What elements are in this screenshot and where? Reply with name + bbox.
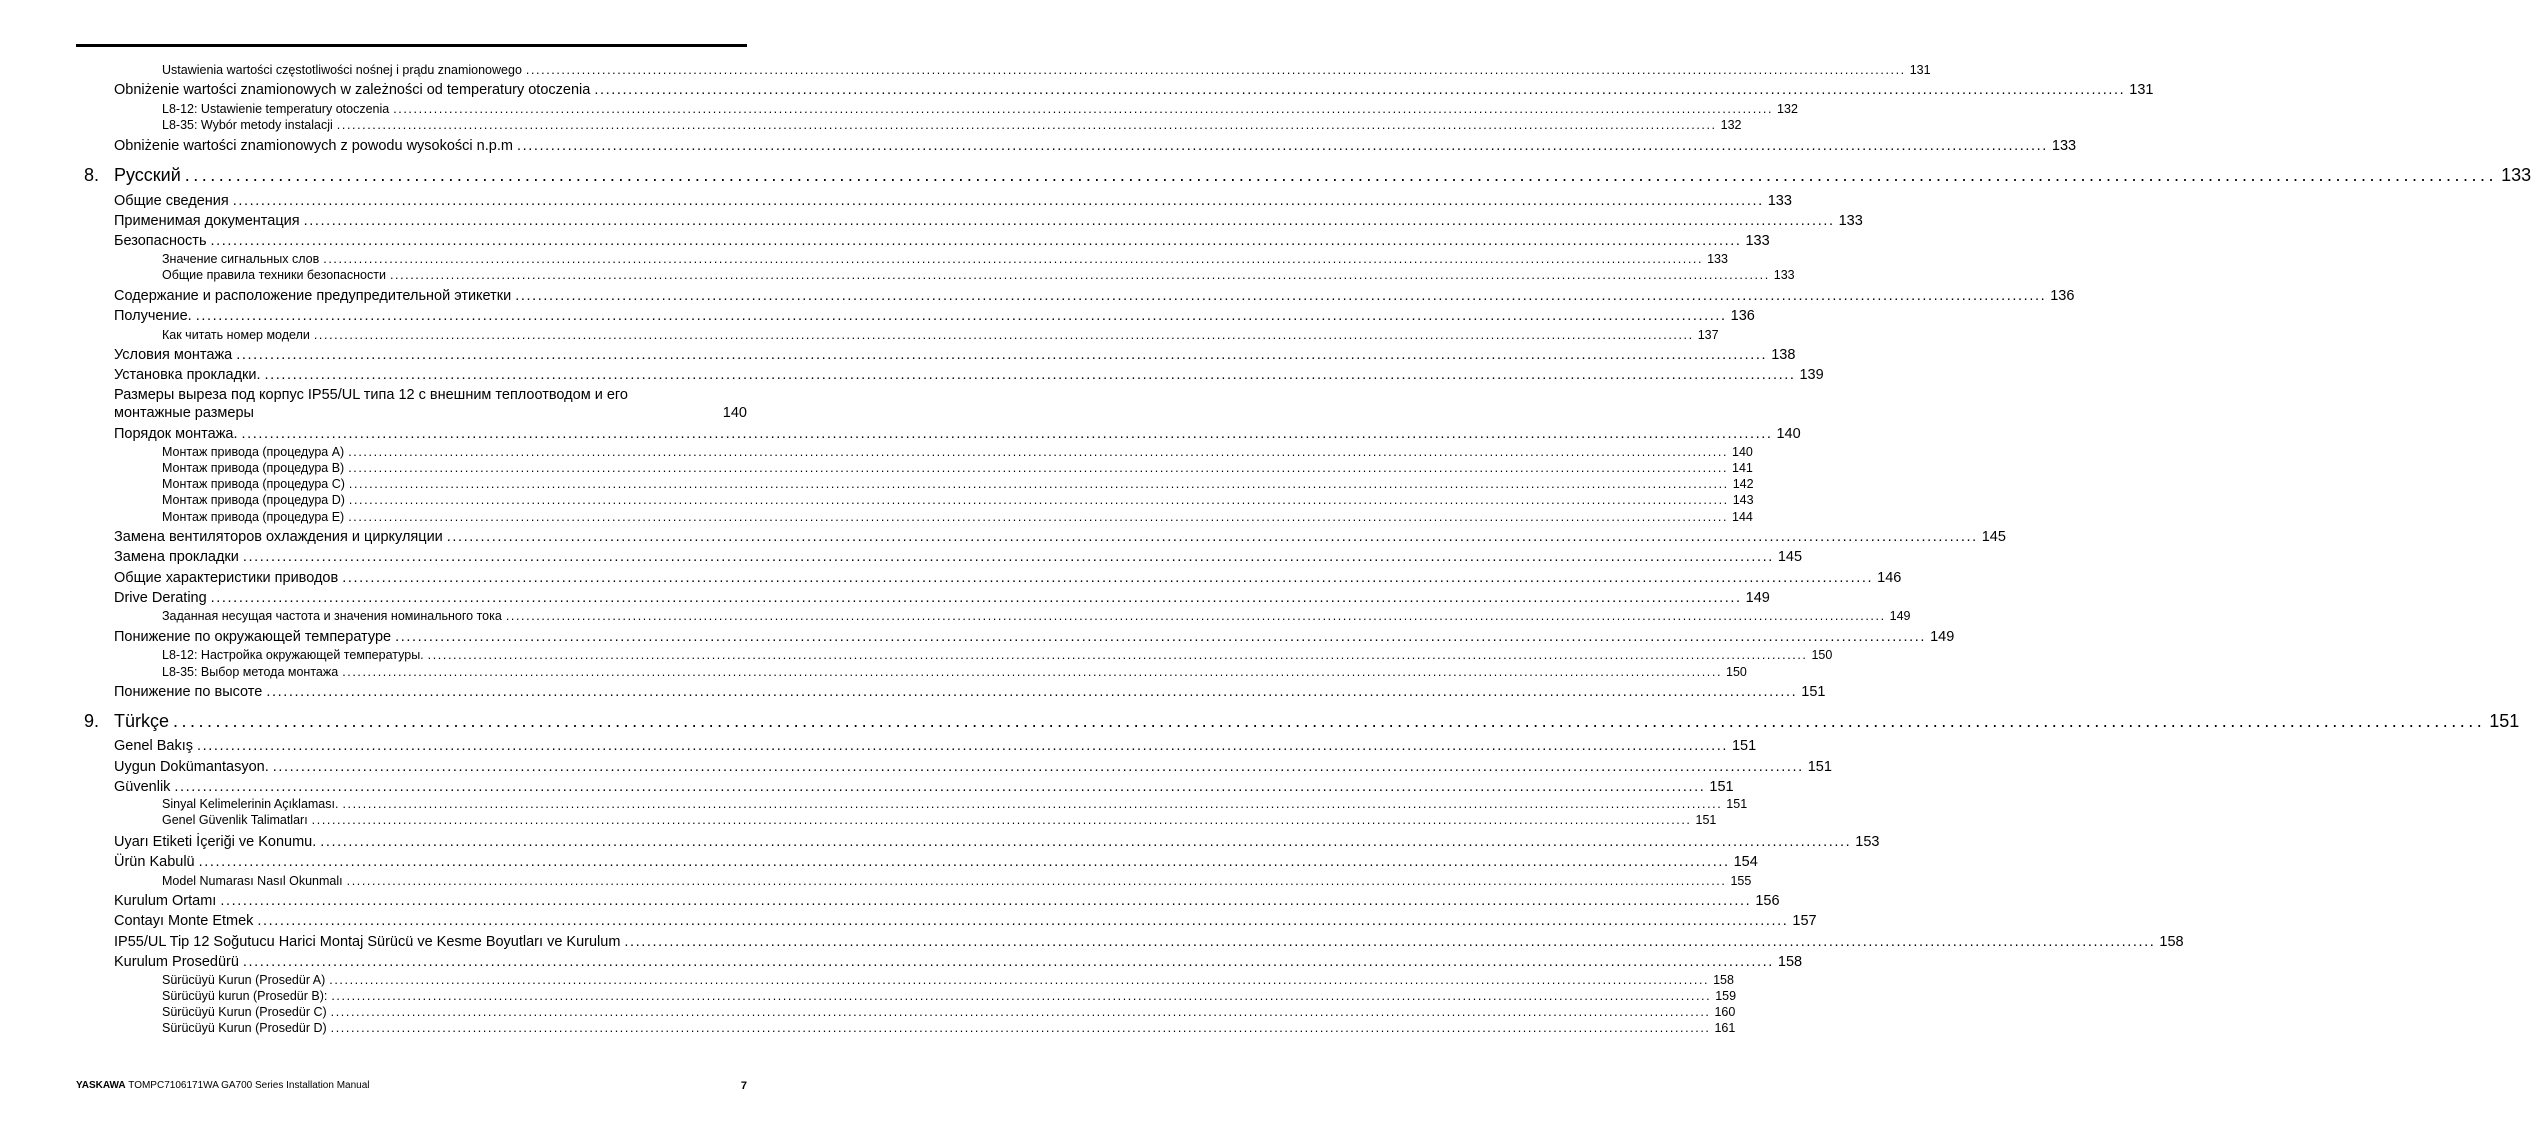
toc-entry-title: Монтаж привода (процедура B) (162, 461, 345, 475)
toc-entry[interactable] (162, 118, 1742, 133)
toc-entry-page: 145 (1981, 529, 2006, 545)
toc-entry-title: Drive Derating (114, 590, 207, 606)
dot-leader (594, 81, 2125, 99)
page-number: 7 (740, 1080, 747, 1092)
toc-entry-page: 160 (1714, 1005, 1736, 1019)
toc-entry-title: Условия монтажа (114, 347, 233, 363)
toc-entry[interactable] (114, 683, 1826, 701)
dot-leader (393, 102, 1773, 117)
dot-leader (515, 287, 2046, 305)
toc-entry[interactable] (114, 232, 1770, 250)
dot-leader (428, 648, 1808, 663)
toc-entry-title: Sürücüyü Kurun (Prosedür A) (162, 973, 326, 987)
dot-leader (312, 813, 1692, 828)
toc-entry-page: 133 (2051, 138, 2077, 154)
dot-leader (331, 1021, 1711, 1036)
toc-entry-page: 154 (1733, 854, 1758, 870)
toc-entry[interactable] (162, 461, 1753, 476)
toc-entry-page: 161 (1714, 1021, 1736, 1035)
toc-entry-page: 140 (722, 405, 747, 421)
toc-entry[interactable] (114, 548, 1803, 566)
toc-entry[interactable] (162, 477, 1754, 492)
dot-leader (348, 445, 1728, 460)
toc-entry[interactable] (114, 569, 1902, 587)
toc-entry-title: Obniżenie wartości znamionowych w zależności od temperatury otoczenia (114, 82, 591, 98)
toc-entry-title: Sürücüyü Kurun (Prosedür C) (162, 1005, 327, 1019)
toc-entry-page: 132 (1720, 118, 1742, 132)
toc-entry[interactable] (114, 933, 2184, 951)
toc-entry-page: 150 (1811, 648, 1833, 662)
toc-entry-title: Монтаж привода (процедура E) (162, 510, 345, 524)
dot-leader (243, 953, 1774, 971)
toc-entry-title: Общие характеристики приводов (114, 570, 339, 586)
dot-leader (174, 778, 1705, 796)
toc-entry[interactable] (114, 912, 1817, 930)
toc-entry-title: Содержание и расположение предупредительной этикетки (114, 288, 512, 304)
toc-entry[interactable] (162, 989, 1737, 1004)
toc-entry-page: 133 (1745, 233, 1770, 249)
dot-leader (211, 232, 1742, 250)
toc-entry-title-line2: монтажные размеры (114, 405, 254, 421)
dot-leader (236, 346, 1767, 364)
toc-entry[interactable] (114, 833, 1880, 851)
toc-entry[interactable] (114, 953, 1803, 971)
toc-entry[interactable] (114, 307, 1755, 325)
toc-entry-title: Общие правила техники безопасности (162, 268, 386, 282)
toc-entry-title: Замена прокладки (114, 549, 239, 565)
toc-entry-page: 158 (1713, 973, 1734, 987)
toc-entry-title: Genel Güvenlik Talimatları (162, 813, 308, 827)
toc-entry-page: 151 (1731, 738, 1757, 754)
toc-entry-title: Güvenlik (114, 779, 171, 795)
chapter-number: 9. (84, 711, 100, 731)
toc-entry-page: 141 (1732, 461, 1753, 475)
toc-entry-page: 153 (1855, 834, 1880, 850)
toc-entry[interactable] (162, 665, 1747, 680)
dot-leader (266, 683, 1797, 701)
toc-entry-title: IP55/UL Tip 12 Soğutucu Harici Montaj Sürücü ve Kesme Boyutları ve Kurulum (114, 934, 621, 950)
footer-brand: YASKAWA (76, 1080, 126, 1091)
dot-leader (199, 853, 1730, 871)
dot-leader (233, 192, 1764, 210)
dot-leader (257, 912, 1788, 930)
toc-entry[interactable] (114, 758, 1832, 776)
footer-doc-title: TOMPC7106171WA GA700 Series Installation Manual (128, 1080, 370, 1091)
toc-entry[interactable] (162, 797, 1748, 812)
toc-entry-title: L8-35: Выбор метода монтажа (162, 665, 339, 679)
toc-entry-title: Kurulum Ortamı (114, 893, 217, 909)
toc-entry-page: 158 (1777, 954, 1803, 970)
chapter-number: 8. (84, 165, 100, 185)
toc-entry-title: L8-12: Ustawienie temperatury otoczenia (162, 102, 390, 116)
toc-entry-page: 145 (1777, 549, 1803, 565)
toc-entry-page: 136 (2050, 288, 2075, 304)
toc-entry-title: Contayı Monte Etmek (114, 913, 254, 929)
toc-entry[interactable] (114, 212, 1863, 230)
dot-leader (242, 425, 1773, 443)
toc-entry-page: 151 (1695, 813, 1717, 827)
dot-leader (395, 628, 1926, 646)
toc-entry[interactable] (114, 287, 2075, 305)
dot-leader (349, 493, 1729, 508)
toc-entry-title: Ustawienia wartości częstotliwości nośnej i prądu znamionowego (162, 63, 522, 77)
dot-leader (211, 589, 1742, 607)
chapter-title: Türkçe (114, 711, 170, 731)
toc-entry-title: Замена вентиляторов охлаждения и циркуляции (114, 529, 443, 545)
toc-entry-title: Применимая документация (114, 213, 300, 229)
toc-entry-title: Общие сведения (114, 193, 229, 209)
toc-entry[interactable] (162, 648, 1833, 663)
toc-entry-title: Как читать номер модели (162, 328, 310, 342)
toc-entry-title: Model Numarası Nasıl Okunmalı (162, 874, 343, 888)
dot-leader (329, 973, 1709, 988)
dot-leader (273, 758, 1804, 776)
toc-entry[interactable] (162, 973, 1734, 988)
toc-entry[interactable] (162, 102, 1798, 117)
toc-entry-page: 133 (1838, 213, 1863, 229)
toc-entry-page: 133 (1707, 252, 1728, 266)
chapter-page: 151 (2489, 711, 2520, 731)
dot-leader (348, 510, 1728, 525)
dot-leader (173, 710, 2485, 732)
chapter-title: Русский (114, 165, 181, 185)
toc-entry-page: 155 (1730, 874, 1752, 888)
toc-entry-title: Понижение по окружающей температуре (114, 629, 392, 645)
toc-entry[interactable] (162, 252, 1728, 267)
toc-entry[interactable] (114, 853, 1758, 871)
toc-chapter-turkish[interactable] (84, 710, 2520, 732)
dot-leader (506, 609, 1886, 624)
toc-entry[interactable] (162, 268, 1795, 283)
toc-entry-page: 131 (2129, 82, 2154, 98)
toc-entry[interactable] (162, 813, 1717, 828)
toc-entry-page: 133 (1767, 193, 1792, 209)
toc-entry-page: 151 (1801, 684, 1826, 700)
dot-leader (265, 366, 1796, 384)
toc-entry-title: Получение. (114, 308, 192, 324)
toc-entry-title: Sürücüyü Kurun (Prosedür D) (162, 1021, 327, 1035)
toc-entry[interactable] (114, 346, 1796, 364)
toc-entry-title: Заданная несущая частота и значения номинального тока (162, 609, 502, 623)
dot-leader (349, 477, 1729, 492)
toc-entry-page: 158 (2159, 934, 2184, 950)
toc-entry-title: L8-35: Wybór metody instalacji (162, 118, 333, 132)
page-footer (76, 1080, 747, 1092)
toc-entry[interactable] (114, 366, 1824, 384)
dot-leader (348, 461, 1728, 476)
toc-entry-page: 133 (1773, 268, 1795, 282)
toc-entry[interactable] (114, 528, 2006, 546)
dot-leader (526, 63, 1906, 78)
toc-entry-title: Genel Bakış (114, 738, 193, 754)
dot-leader (342, 665, 1722, 680)
dot-leader (197, 737, 1728, 755)
dot-leader (342, 569, 1873, 587)
dot-leader (390, 268, 1770, 283)
toc-entry[interactable] (162, 1021, 1736, 1036)
toc-entry-page: 146 (1877, 570, 1902, 586)
toc-entry-page: 132 (1777, 102, 1798, 116)
toc-entry-page: 143 (1732, 493, 1754, 507)
toc-entry[interactable] (114, 192, 1792, 210)
toc-entry[interactable] (162, 445, 1753, 460)
dot-leader (220, 892, 1751, 910)
toc-entry-page: 159 (1715, 989, 1737, 1003)
toc-entry-page: 137 (1697, 328, 1719, 342)
toc-entry-page: 149 (1745, 590, 1770, 606)
toc-chapter-russian[interactable] (84, 164, 2531, 186)
toc-entry-page: 156 (1755, 893, 1780, 909)
toc-entry-title: Монтаж привода (процедура D) (162, 493, 345, 507)
toc-entry-title: Uygun Dokümantasyon. (114, 759, 269, 775)
toc-entry-page: 138 (1771, 347, 1796, 363)
toc-entry[interactable] (162, 609, 1911, 624)
toc-entry-page: 150 (1726, 665, 1747, 679)
dot-leader (337, 118, 1717, 133)
toc-entry-page: 142 (1732, 477, 1754, 491)
dot-leader (517, 137, 2048, 155)
toc-entry[interactable] (162, 510, 1753, 525)
toc-entry-title: L8-12: Настройка окружающей температуры. (162, 648, 424, 662)
footer-doc-info (76, 1080, 370, 1092)
dot-leader (185, 164, 2497, 186)
toc-entry-title-line1: Размеры выреза под корпус IP55/UL типа 12 с внешним теплоотводом и его (114, 387, 628, 403)
toc-entry-page: 136 (1730, 308, 1755, 324)
toc-entry-page: 140 (1732, 445, 1753, 459)
toc-entry[interactable] (114, 892, 1780, 910)
dot-leader (331, 1005, 1711, 1020)
toc-entry[interactable] (162, 874, 1752, 889)
chapter-page: 133 (2501, 165, 2531, 185)
toc-entry-page: 140 (1776, 426, 1801, 442)
toc-entry-title: Kurulum Prosedürü (114, 954, 239, 970)
toc-entry-title: Sürücüyü kurun (Prosedür B): (162, 989, 328, 1003)
toc-entry-title: Монтаж привода (процедура C) (162, 477, 345, 491)
toc-entry-page: 131 (1909, 63, 1931, 77)
dot-leader (331, 989, 1711, 1004)
dot-leader (447, 528, 1978, 546)
toc-entry[interactable] (114, 425, 1801, 443)
toc-entry-title: Установка прокладки. (114, 367, 261, 383)
dot-leader (342, 797, 1722, 812)
toc-entry[interactable] (114, 628, 1955, 646)
toc-entry-wrapped[interactable] (114, 386, 747, 422)
toc-entry-title: Монтаж привода (процедура A) (162, 445, 345, 459)
toc-entry[interactable] (114, 737, 1757, 755)
toc-entry-page: 151 (1709, 779, 1734, 795)
dot-leader (320, 833, 1851, 851)
toc-entry-title: Sinyal Kelimelerinin Açıklaması. (162, 797, 339, 811)
dot-leader (196, 307, 1727, 325)
dot-leader (314, 328, 1694, 343)
toc-entry[interactable] (162, 1005, 1736, 1020)
toc-entry-page: 139 (1799, 367, 1824, 383)
toc-entry[interactable] (114, 589, 1770, 607)
toc-entry[interactable] (114, 778, 1734, 796)
toc-entry-page: 149 (1930, 629, 1955, 645)
toc-entry[interactable] (162, 63, 1931, 78)
toc-entry-title: Ürün Kabulü (114, 854, 195, 870)
toc-entry[interactable] (162, 493, 1754, 508)
dot-leader (323, 252, 1703, 267)
toc-entry-page: 149 (1889, 609, 1911, 623)
dot-leader (243, 548, 1774, 566)
dot-leader (347, 874, 1727, 889)
toc-entry-title: Порядок монтажа. (114, 426, 238, 442)
toc-entry-title: Значение сигнальных слов (162, 252, 320, 266)
dot-leader (624, 933, 2155, 951)
toc-entry[interactable] (114, 137, 2077, 155)
toc-entry-page: 151 (1726, 797, 1748, 811)
toc-entry-page: 157 (1792, 913, 1817, 929)
toc-entry-title: Uyarı Etiketi İçeriği ve Konumu. (114, 834, 317, 850)
toc-entry-title: Понижение по высоте (114, 684, 263, 700)
toc-entry-page: 151 (1807, 759, 1832, 775)
toc-entry-title: Obniżenie wartości znamionowych z powodu wysokości n.p.m (114, 138, 513, 154)
toc-entry-title: Безопасность (114, 233, 207, 249)
toc-entry-page: 144 (1732, 510, 1753, 524)
dot-leader (304, 212, 1835, 230)
toc-entry[interactable] (114, 81, 2154, 99)
toc-entry[interactable] (162, 328, 1719, 343)
